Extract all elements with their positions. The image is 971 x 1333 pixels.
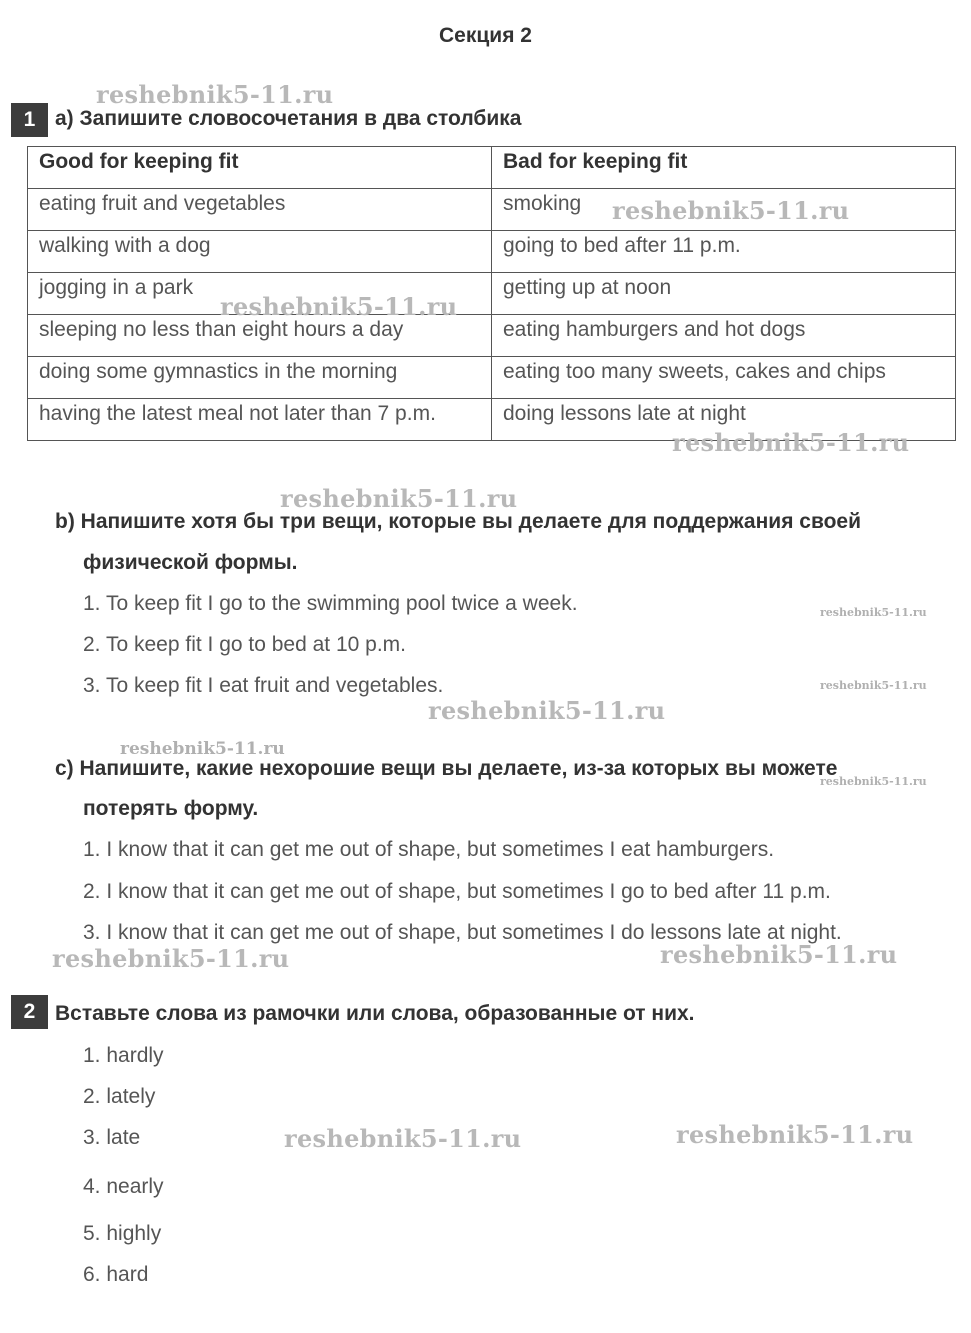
watermark: reshebnik5-11.ru (280, 484, 518, 513)
table-row (28, 231, 956, 273)
watermark: reshebnik5-11.ru (96, 80, 334, 109)
watermark: reshebnik5-11.ru (660, 940, 898, 969)
list-item: 2. To keep fit I go to bed at 10 p.m. (83, 633, 406, 656)
table-cell: getting up at noon (492, 273, 956, 315)
table-cell: smoking (492, 189, 956, 231)
task-1a-heading: a) Запишите словосочетания в два столбика (55, 107, 522, 130)
watermark: reshebnik5-11.ru (820, 606, 927, 619)
table-cell: sleeping no less than eight hours a day (28, 315, 492, 357)
table-row (28, 273, 956, 315)
task-2-number: 2 (11, 995, 48, 1029)
task-1c-heading-line2: потерять форму. (83, 797, 259, 820)
list-item: 3. To keep fit I eat fruit and vegetables. (83, 674, 444, 697)
keeping-fit-table (27, 146, 956, 441)
table-header-row (28, 147, 956, 189)
watermark: reshebnik5-11.ru (220, 292, 458, 321)
list-item: 4. nearly (83, 1175, 164, 1198)
table-cell: going to bed after 11 p.m. (492, 231, 956, 273)
list-item: 3. I know that it can get me out of shape, but sometimes I do lessons late at night. (83, 921, 842, 944)
list-item: 5. highly (83, 1222, 162, 1245)
table-cell: doing some gymnastics in the morning (28, 357, 492, 399)
page-title: Секция 2 (439, 24, 532, 47)
watermark: reshebnik5-11.ru (672, 428, 910, 457)
task-1b-heading-line2: физической формы. (83, 551, 298, 574)
table-cell: eating fruit and vegetables (28, 189, 492, 231)
table-cell: doing lessons late at night (492, 399, 956, 441)
table-cell: jogging in a park (28, 273, 492, 315)
table-row (28, 315, 956, 357)
list-item: 1. I know that it can get me out of shape, but sometimes I eat hamburgers. (83, 838, 775, 861)
list-item: 2. lately (83, 1085, 156, 1108)
task-1-number: 1 (11, 103, 48, 137)
list-item: 1. To keep fit I go to the swimming pool twice a week. (83, 592, 578, 615)
table-row (28, 357, 956, 399)
watermark: reshebnik5-11.ru (820, 679, 927, 692)
task-1c-heading-line1: c) Напишите, какие нехорошие вещи вы делаете, из-за которых вы можете (55, 757, 838, 780)
list-item: 6. hard (83, 1263, 149, 1286)
column-header-bad: Bad for keeping fit (492, 147, 956, 189)
watermark: reshebnik5-11.ru (820, 775, 927, 788)
watermark: reshebnik5-11.ru (428, 696, 666, 725)
task-1b-heading-line1: b) Напишите хотя бы три вещи, которые вы делаете для поддержания своей (55, 510, 862, 533)
watermark: reshebnik5-11.ru (284, 1124, 522, 1153)
column-header-good: Good for keeping fit (28, 147, 492, 189)
watermark: reshebnik5-11.ru (612, 196, 850, 225)
table-cell: having the latest meal not later than 7 p.m. (28, 399, 492, 441)
table-cell: walking with a dog (28, 231, 492, 273)
watermark: reshebnik5-11.ru (52, 944, 290, 973)
list-item: 1. hardly (83, 1044, 164, 1067)
list-item: 2. I know that it can get me out of shape, but sometimes I go to bed after 11 p.m. (83, 880, 831, 903)
watermark: reshebnik5-11.ru (676, 1120, 914, 1149)
table-cell: eating too many sweets, cakes and chips (492, 357, 956, 399)
table-cell: eating hamburgers and hot dogs (492, 315, 956, 357)
list-item: 3. late (83, 1126, 141, 1149)
watermark: reshebnik5-11.ru (120, 739, 285, 759)
task-2-heading: Вставьте слова из рамочки или слова, образованные от них. (55, 1002, 695, 1025)
